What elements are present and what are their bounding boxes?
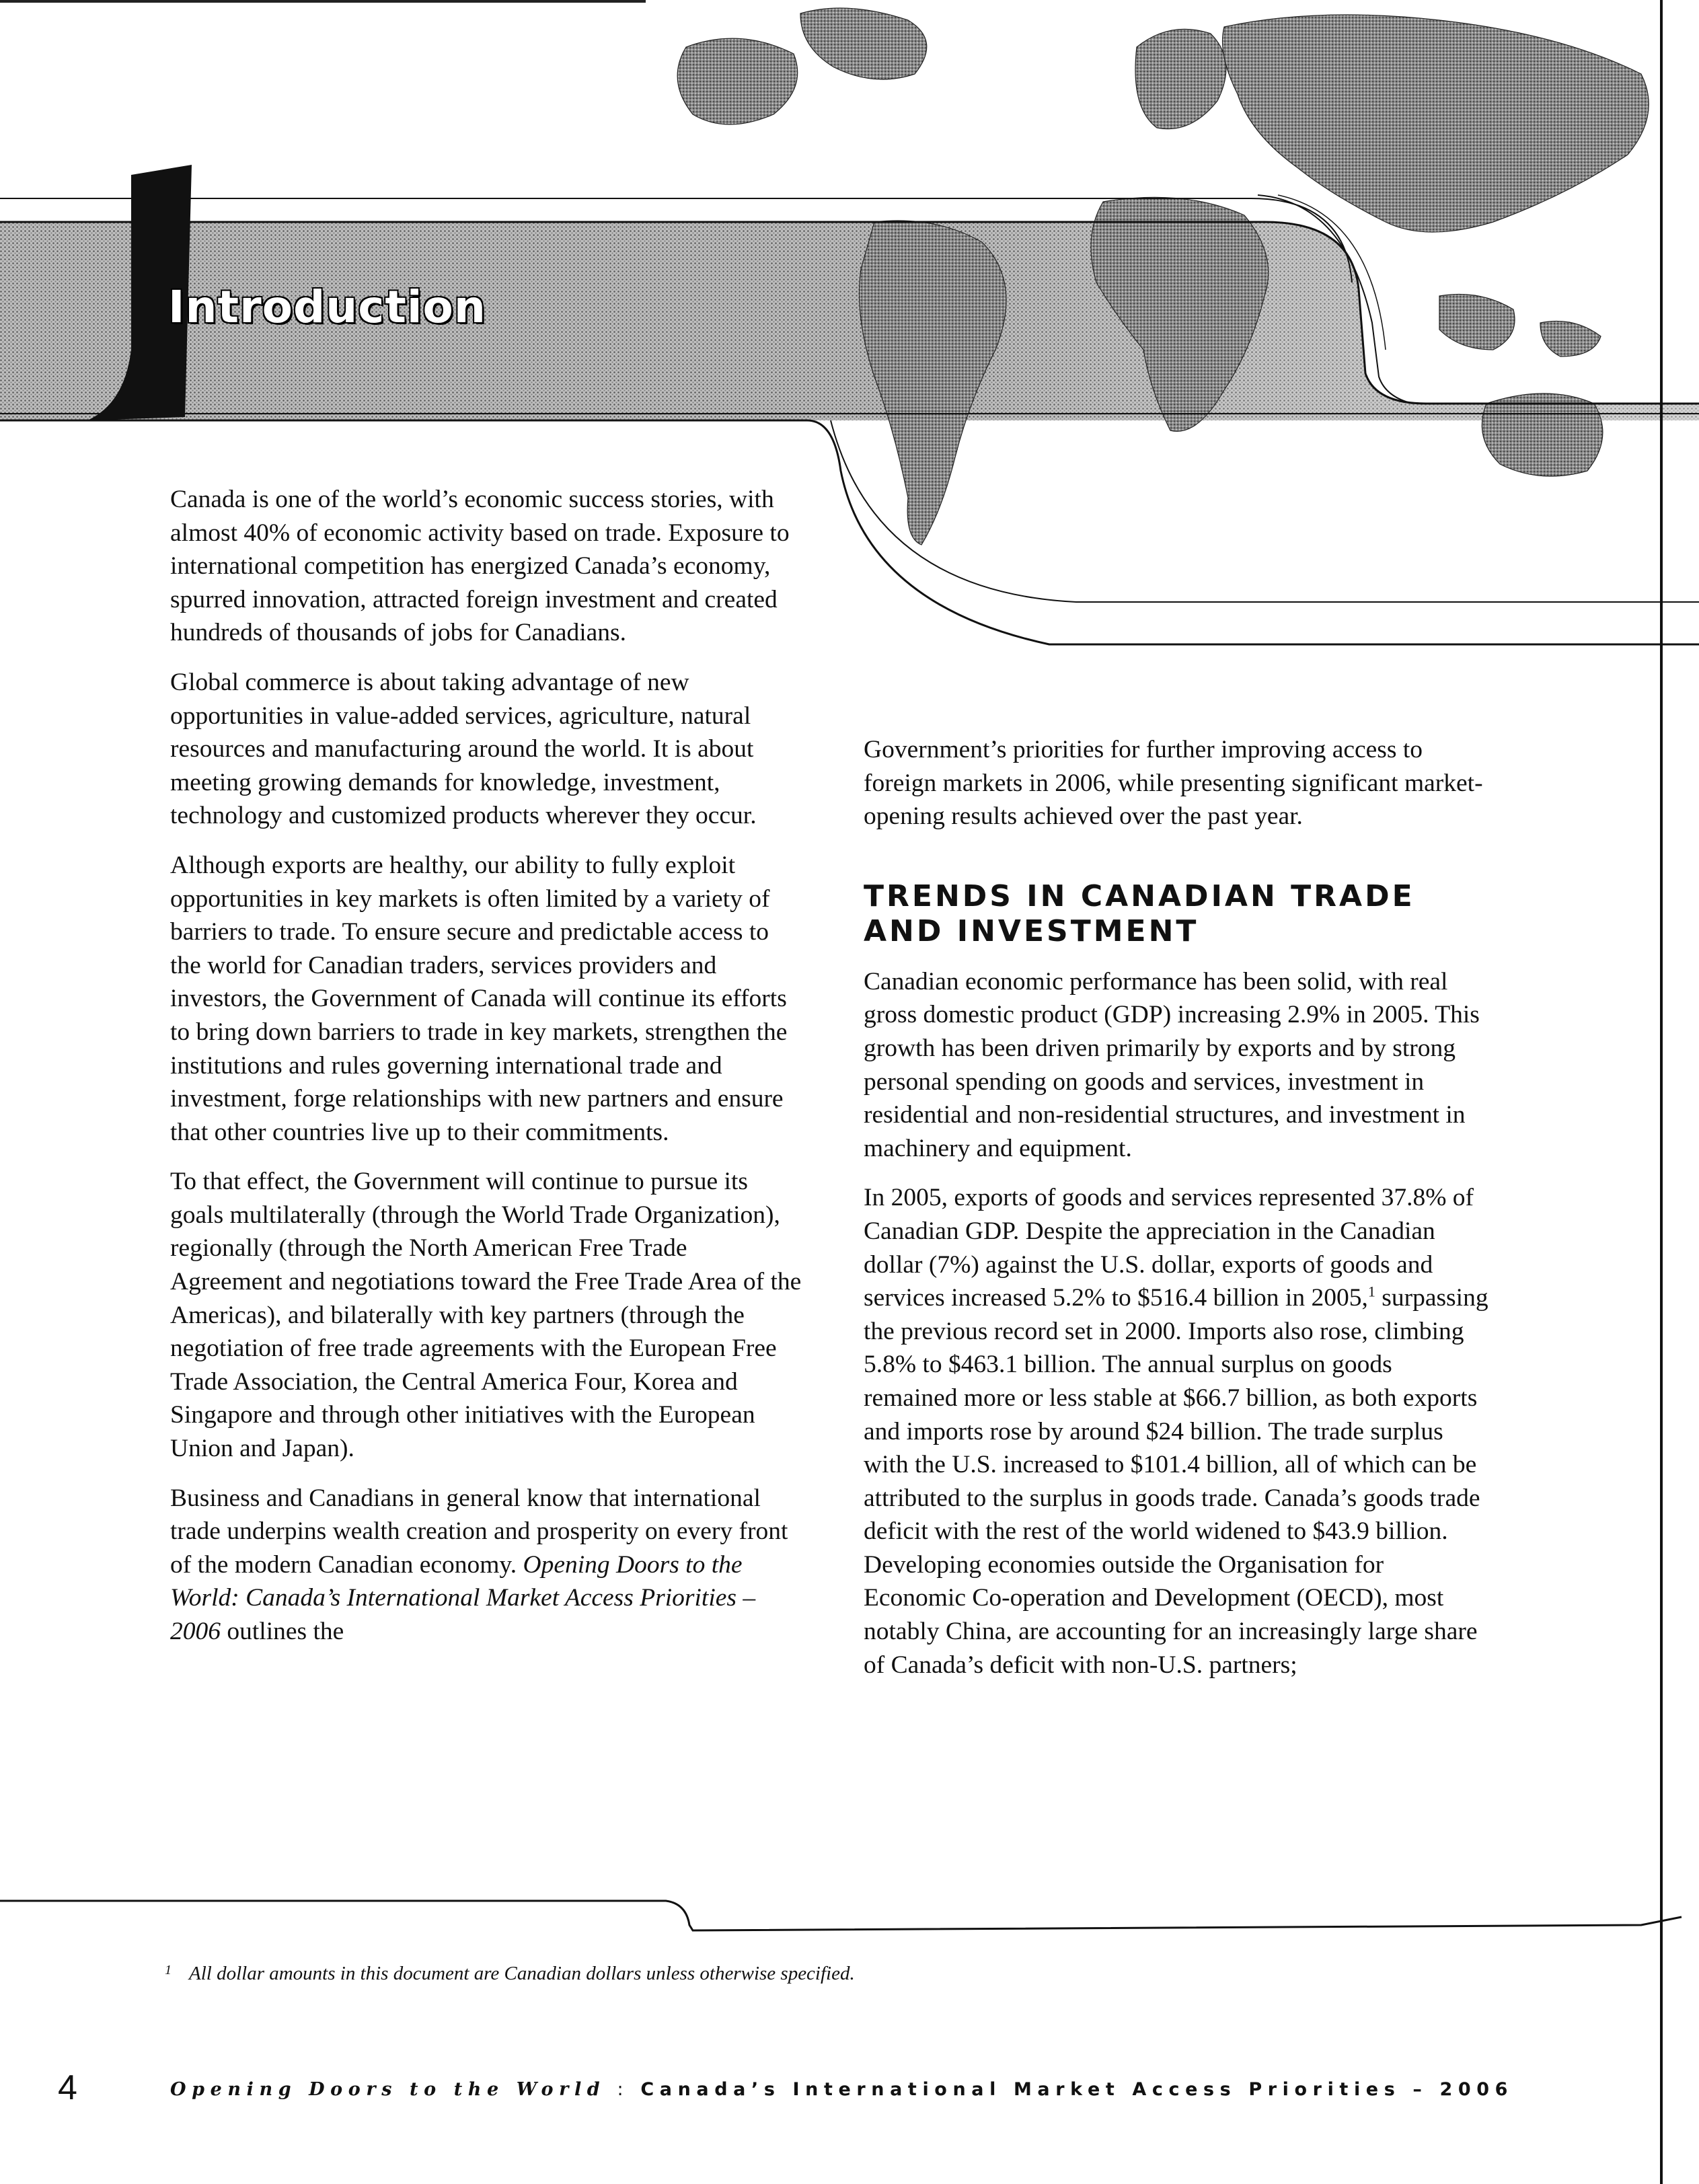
page-number: 4 — [58, 2068, 77, 2107]
paragraph — [170, 1482, 802, 1649]
section-heading: TRENDS IN CANADIAN TRADE AND INVESTMENT — [864, 878, 1415, 948]
footnote-marker: 1 — [165, 1963, 172, 1978]
paragraph: To that effect, the Government will continue to pursue its goals multilaterally (through the World Trade Organization), regionally (through the North American Free Trade Agreement and negotiations toward the Free Trade Area of the Americas), and bilaterally with key partners (through the negotiation of free trade agreements with the European Free Trade Association, the Central America Four, Korea and Singapore and through other initiatives with the European Union and Japan). — [170, 1168, 802, 1463]
paragraph: Canada is one of the world’s economic success stories, with almost 40% of economic activity based on trade. Exposure to international competition has energized Canada’s economy, spurred innovation, attracted foreign investment and created hundreds of thousands of jobs for Canadians. — [170, 486, 790, 647]
paragraph: Government’s priorities for further improving access to foreign markets in 2006, while presenting significant market-opening results achieved over the past year. — [864, 736, 1483, 831]
footnote — [165, 1963, 855, 1985]
chapter-title: Introduction — [168, 281, 486, 333]
footer-title-rest: Canada’s International Market Access Priorities – 2006 — [640, 2079, 1514, 2100]
paragraph: Although exports are healthy, our ability to fully exploit opportunities in key markets is often limited by a variety of barriers to trade. To ensure secure and predictable access to the world for Canadian traders, services providers and investors, the Government of Canada will continue its efforts to bring down barriers to trade in key markets, strengthen the institutions and rules governing international trade and investment, forge relationships with new partners and ensure that other countries live up to their commitments. — [170, 851, 788, 1146]
footnote-text: All dollar amounts in this document are Canadian dollars unless otherwise specified. — [189, 1963, 855, 1984]
footer-separator: : — [605, 2079, 641, 2100]
footnote-separator — [0, 1901, 1682, 1930]
paragraph: Canadian economic performance has been solid, with real gross domestic product (GDP) increasing 2.9% in 2005. This growth has been driven primarily by exports and by strong personal spending on goods and services, investment in residential and non-residential structures, and investment in machinery and equipment. — [864, 967, 1480, 1162]
paragraph-text: Business and Canadians in general know that international trade underpins wealth creation and prosperity on every front of the modern Canadian economy. — [170, 1484, 788, 1579]
left-column — [170, 483, 802, 1665]
footer-title-italic: Opening Doors to the World — [170, 2079, 606, 2100]
paragraph-text: surpassing the previous record set in 2000. Imports also rose, climbing 5.8% to $463.1 billion. The annual surplus on goods remained more or less stable at $66.7 billion, as both exports and imports rose by around $24 billion. The trade surplus with the U.S. increased to $101.4 billion, all of which can be attributed to the surplus in goods trade. Canada’s goods trade deficit with the rest of the world widened to $43.9 billion. Developing economies outside the Organisation for Economic Co-operation and Development (OECD), most notably China, are accounting for an increasingly large share of Canada’s deficit with non-U.S. partners; — [864, 1284, 1488, 1679]
document-title-reference: Opening Doors to the World: Canada’s International Market Access Priorities – 2006 — [170, 1550, 756, 1645]
paragraph: Global commerce is about taking advantage of new opportunities in value-added services, agriculture, natural resources and manufacturing around the world. It is about meeting growing demands for knowledge, investment, technology and customized products wherever they occur. — [170, 668, 757, 830]
paragraph-text: outlines the — [221, 1618, 344, 1645]
running-footer — [170, 2079, 1513, 2100]
footnote-reference[interactable]: 1 — [1367, 1283, 1375, 1300]
paragraph-text: In 2005, exports of goods and services represented 37.8% of Canadian GDP. Despite the appreciation in the Canadian dollar (7%) against the U.S. dollar, exports of goods and services increased 5.2% to $516.4 billion in 2005, — [864, 1184, 1474, 1312]
paragraph — [864, 1181, 1489, 1682]
right-column — [864, 733, 1489, 1698]
